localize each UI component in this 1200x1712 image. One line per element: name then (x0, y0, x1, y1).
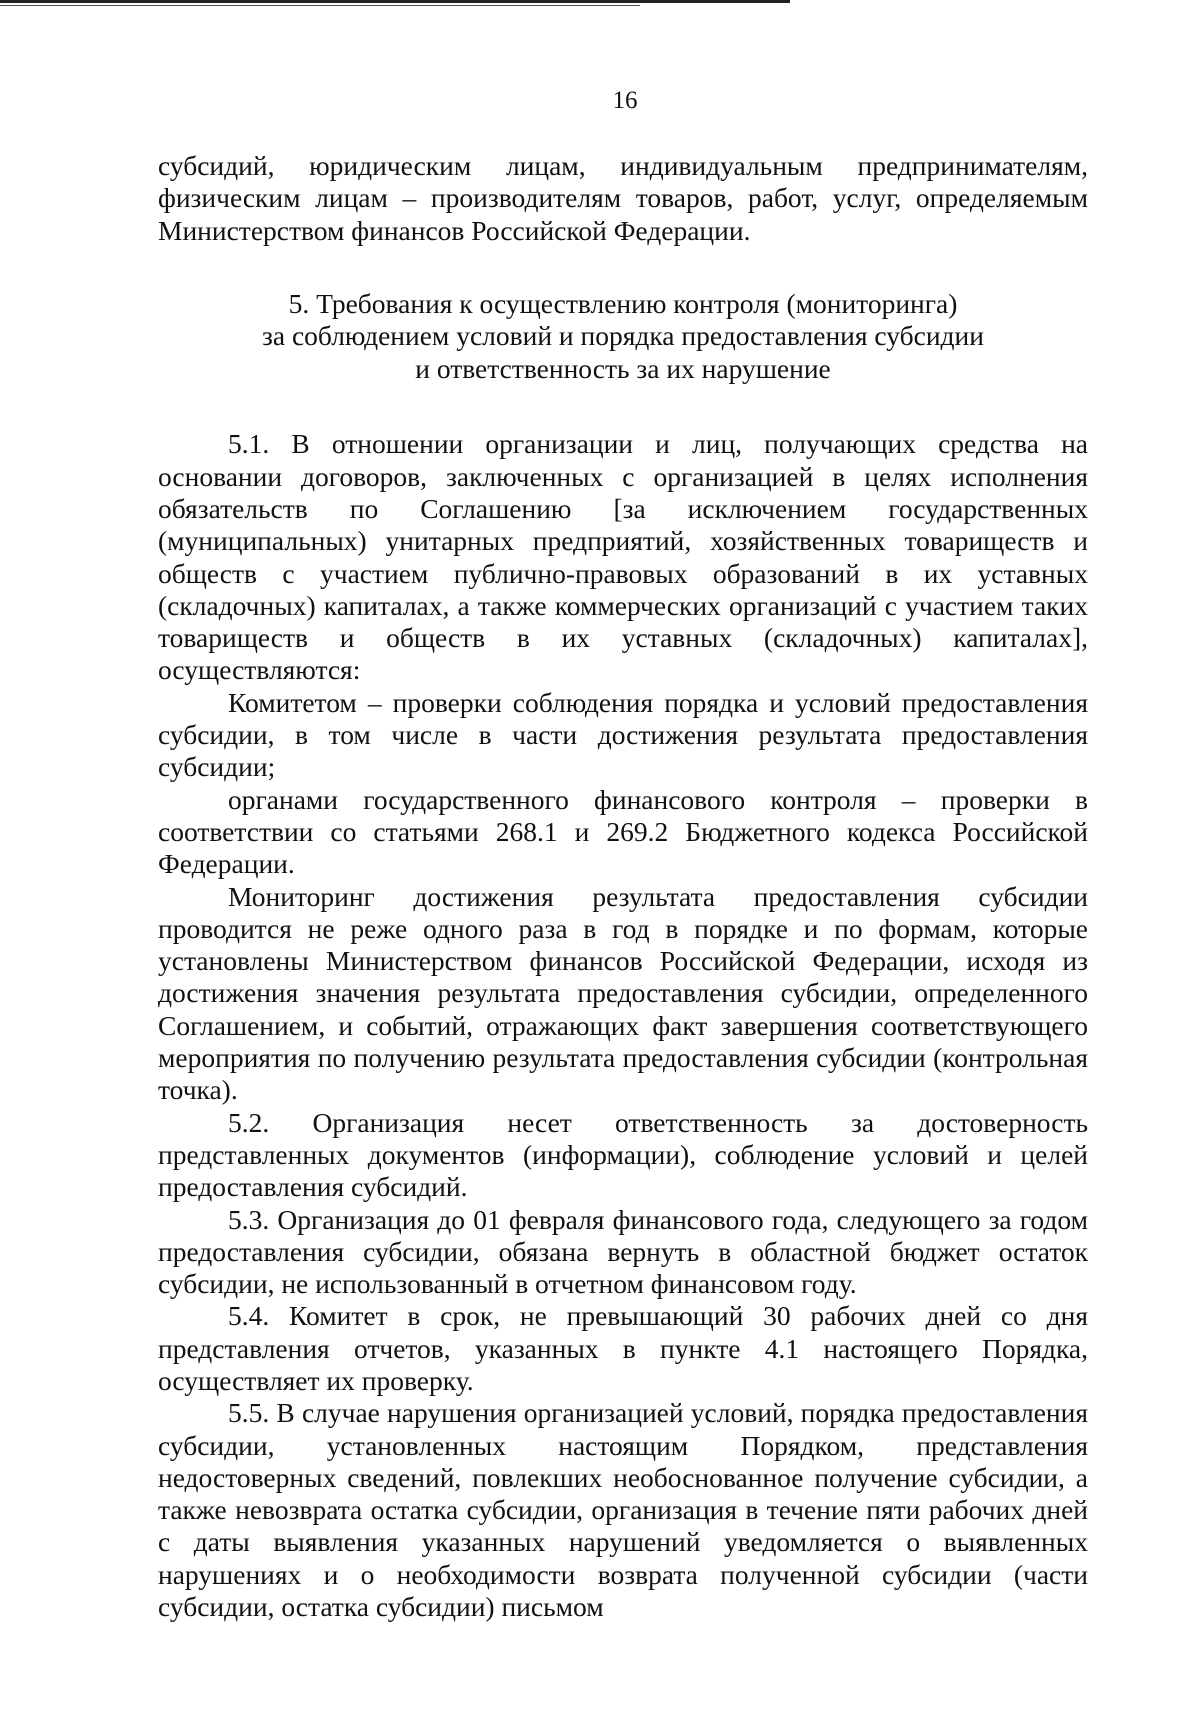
paragraph-state-financial-control: органами государственного финансового контроля – проверки в соответствии со статьями 268.1 и 269.2 Бюджетного кодекса Российской Федерации. (158, 783, 1088, 880)
paragraph-5-3: 5.3. Организация до 01 февраля финансового года, следующего за годом предоставления субсидии, обязана вернуть в областной бюджет остаток субсидии, не использованный в отчетном финансовом году. (158, 1203, 1088, 1300)
page-number: 16 (612, 87, 638, 114)
section-heading (158, 288, 1088, 386)
intro-paragraph: субсидий, юридическим лицам, индивидуальным предпринимателям, физическим лицам – производителям товаров, работ, услуг, определяемым Министерством финансов Российской Федерации. (158, 150, 1088, 246)
paragraph-committee-checks: Комитетом – проверки соблюдения порядка и условий предоставления субсидии, в том числе в части достижения результата предоставления субсидии; (158, 686, 1088, 783)
section-heading-line-2: за соблюдением условий и порядка предоставления субсидии (262, 320, 984, 352)
paragraph-5-2: 5.2. Организация несет ответственность за достоверность представленных документов (информации), соблюдение условий и целей предоставления субсидий. (158, 1106, 1088, 1203)
document-body (158, 150, 1088, 1623)
scan-border-line (0, 0, 790, 3)
scan-border-line-thin (0, 5, 640, 6)
paragraph-monitoring: Мониторинг достижения результата предоставления субсидии проводится не реже одного раза в год в порядке и по формам, которые установлены Министерством финансов Российской Федерации, исходя из достижения значения результата предоставления субсидии, определенного Соглашением, и событий, отражающих факт завершения соответствующего мероприятия по получению результата предоставления субсидии (контрольная точка). (158, 880, 1088, 1106)
section-heading-line-1: 5. Требования к осуществлению контроля (мониторинга) (288, 287, 958, 319)
paragraph-5-5: 5.5. В случае нарушения организацией условий, порядка предоставления субсидии, установленных настоящим Порядком, представления недостоверных сведений, повлекших необоснованное получение субсидии, а также невозврата остатка субсидии, организация в течение пяти рабочих дней с даты выявления указанных нарушений уведомляется о выявленных нарушениях и о необходимости возврата полученной субсидии (части субсидии, остатка субсидии) письмом (158, 1397, 1088, 1623)
section-heading-line-3: и ответственность за их нарушение (415, 352, 831, 384)
paragraph-5-1: 5.1. В отношении организации и лиц, получающих средства на основании договоров, заключенных с организацией в целях исполнения обязательств по Соглашению [за исключением государственных (муниципальных) унитарных предприятий, хозяйственных товариществ и обществ с участием публично-правовых образований в их уставных (складочных) капиталах, а также коммерческих организаций с участием таких товариществ и обществ в их уставных (складочных) капиталах], осуществляются: (158, 428, 1088, 686)
paragraph-5-4: 5.4. Комитет в срок, не превышающий 30 рабочих дней со дня представления отчетов, указанных в пункте 4.1 настоящего Порядка, осуществляет их проверку. (158, 1300, 1088, 1396)
